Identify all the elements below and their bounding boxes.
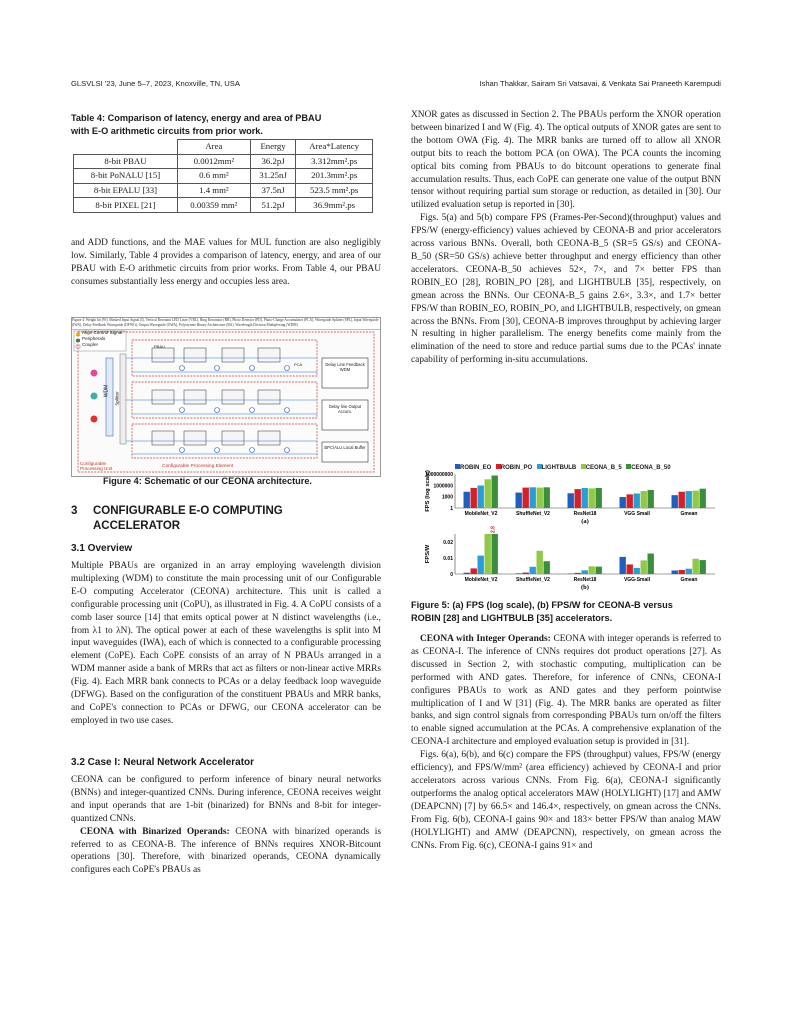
bar-ceona-b-5 — [485, 534, 491, 574]
section3-number: 3 — [71, 505, 78, 517]
bar-robin-po — [523, 488, 529, 508]
legend-label: Coupler — [82, 342, 99, 347]
bar-robin-eo — [568, 493, 574, 508]
y-axis-label: FPS (log scale) — [425, 470, 431, 512]
x-tick-label: ShuffleNet_V2 — [516, 511, 550, 517]
pca-label: PCA — [294, 362, 303, 367]
bar-ceona-b-50 — [648, 490, 654, 508]
output-box-label: Delay line Output Accum. — [328, 404, 362, 414]
paragraph-text: CEONA can be configured to perform inference of binary neural networks (BNNs) and integer-quantized CNNs. During inference, CEONA receives weight and input operands that are 1-bit (binarized) for BNNs and 8-bit for integer-quantized CNNs. — [71, 775, 381, 824]
chart-subtitle: (b) — [581, 584, 589, 591]
wdm-label: WDM — [103, 384, 110, 398]
legend-label: LIGHTBULB — [541, 465, 577, 471]
table4-caption — [71, 112, 381, 137]
y-axis-label: FPS/W — [425, 544, 431, 564]
x-tick-label: MobileNet_V2 — [464, 577, 498, 583]
paragraph-text: XNOR gates as discussed in Section 2. The PBAUs perform the XNOR operation between binarized I and W (Fig. 4). The optical outputs of XNOR gates are sent to the bottom OWA (Fig. 4). The MRR banks are turned off to allow all XNOR output bits to reach the bottom PCA (on OWA). The PCA counts the incoming optical bits coming from PBAUs to do bitcount operations to generate final accumulation results. Thus, each CoPE can generate one value of the output BNN tensor without requiring partial sum storage or reduction, as detailed in [30]. Our utilized evaluation setup is reported in [30]. — [411, 110, 721, 211]
x-tick-label: Gmean — [680, 577, 698, 583]
section3-title-line2: ACCELERATOR — [93, 520, 181, 532]
y-tick-label: 1000000 — [433, 483, 453, 490]
figure4-legend — [82, 330, 122, 348]
section3-title-line1: CONFIGURABLE E-O COMPUTING — [93, 505, 283, 517]
bar-ceona-b-5 — [589, 566, 595, 574]
bar-lightbulb — [582, 488, 588, 508]
paragraph-text: CEONA with integer operands is referred to as CEONA-I. The inference of CNNs requires dot product operations [27]. As discussed in Section 2, with stochastic computing, multiplication can be performed with AND gates. Therefore, for inference of CNNs, CEONA-I configures PBAUs to work as AND gates and they perform pointwise multiplication of I and W [31] (Fig. 4). The MRR banks are operated as filter banks, and sign control signals from corresponding PBAUs turn on/off the filters to enable signed accumulation at the PCAs. A comprehensive explanation of the CEONA-I architecture and employed evaluation setup is provided in [31]. — [411, 634, 722, 748]
table-row — [74, 169, 373, 184]
bar-robin-eo — [620, 497, 626, 508]
pbau-label: PBAU — [154, 344, 165, 349]
bar-ceona-b-5 — [537, 488, 543, 508]
table-cell: 8-bit PIXEL [21] — [74, 198, 178, 213]
table-cell: 36.9mm².ps — [296, 198, 373, 213]
left-paragraph-2 — [71, 560, 381, 728]
x-tick-label: Gmean — [680, 511, 698, 517]
table-row — [74, 154, 373, 169]
bar-robin-po — [627, 494, 633, 508]
figure5-charts — [411, 456, 723, 598]
subsection-3-1: 3.1 Overview — [71, 543, 133, 554]
section3-title — [93, 504, 283, 534]
figure4-caption: Figure 4: Schematic of our CEONA architecture. — [103, 476, 312, 486]
bar-robin-eo — [516, 573, 522, 574]
bar-robin-po — [627, 564, 633, 574]
figure5-caption — [411, 599, 723, 624]
bar-lightbulb — [582, 570, 588, 574]
table-cell: 0.00359 mm² — [177, 198, 250, 213]
bar-robin-eo — [464, 573, 470, 574]
splitter-label: Splitter — [114, 391, 120, 406]
bar-ceona-b-5 — [641, 491, 647, 508]
bar-robin-eo — [620, 557, 626, 574]
paragraph-text: Figs. 5(a) and 5(b) compare FPS (Frames-Per-Second)(throughput) values and FPS/W (energy-efficiency) values achieved by CEONA-B and prior accelerators across various BNNs. Overall, both CEONA-B_5 (SR=5 GS/s) and CEONA-B_50 (SR=50 GS/s) achieve better throughput and energy efficiency than other accelerators. CEONA-B_50 achieves 52×, 7×, and 7× better FPS than ROBIN_EO [28], ROBIN_PO [28], and LIGHTBULB [35], respectively, on gmean across the BNNs. Our CEONA-B_5 gains 2.6×, 3.3×, and 1.7× better FPS/W than ROBIN_EO, ROBIN_PO, and LIGHTBULB, respectively, on gmean across the BNNs. From [30], CEONA-B improves throughput by achieving larger N resulting in higher parallelism. The energy benefits come mainly from the elimination of the need to store and reduce partial sums due to the PCAs' innate capability of performing in-situ accumulations. — [411, 213, 721, 366]
x-tick-label: ResNet18 — [573, 511, 597, 517]
running-header-right: Ishan Thakkar, Sairam Sri Vatsavai, & Venkata Sai Praneeth Karempudi — [479, 79, 721, 88]
legend-label: Peripherals — [82, 336, 106, 341]
table4-caption-line1: Table 4: Comparison of latency, energy and area of PBAU — [71, 113, 322, 123]
legend-label: ROBIN_PO — [500, 465, 533, 471]
bar-lightbulb — [478, 556, 484, 574]
table-header-row — [74, 140, 373, 155]
table-cell: 1.4 mm² — [177, 183, 250, 198]
bar-lightbulb — [634, 568, 640, 574]
table-row — [74, 183, 373, 198]
y-tick-label: 1000 — [441, 494, 453, 501]
table4-caption-line2: with E-O arithmetic circuits from prior work. — [71, 125, 263, 136]
bar-lightbulb — [686, 569, 692, 574]
figure5-caption-line1: Figure 5: (a) FPS (log scale), (b) FPS/W for CEONA-B versus — [411, 600, 673, 610]
legend-label: Align Control Signal — [82, 330, 123, 335]
bar-lightbulb — [634, 493, 640, 508]
paragraph-text: Multiple PBAUs are organized in an array employing wavelength division multiplexing (WDM) to constitute the main processing unit of our Configurable E-O computing Accelerator (CEONA) architecture. This unit is called a configurable processing unit (CoPU), as illustrated in Fig. 4. A CoPU consists of a comb laser source [14] that emits optical power at N distinct wavelengths (i.e., from λ1 to λN). The optical power at each of these wavelengths is split into M input waveguides (IWA), each of which is connected to a configurable processing element (CoPE). Each CoPE consists of an array of N PBAUs arranged in a WDM manner aside a bank of MRRs that act as filters or non-linear active MRRs (Fig. 4). Each MRR bank connects to PCAs or a delay feedback loop waveguide (DFWG). Based on the configuration of the constituent PBAUs and MRR banks, and CoPE's connection to PCAs or DFWG, our CEONA accelerator can be employed in two use cases. — [71, 561, 381, 726]
table-cell: 3.312mm².ps — [296, 154, 373, 169]
legend-label: ROBIN_EO — [460, 465, 492, 471]
bar-robin-eo — [464, 492, 470, 508]
x-tick-label: MobileNet_V2 — [464, 511, 498, 517]
table-cell: 8-bit PBAU — [74, 154, 178, 169]
bar-robin-po — [523, 573, 529, 574]
bar-lightbulb — [686, 491, 692, 508]
table-cell: 8-bit PoNALU [15] — [74, 169, 178, 184]
table-header-cell: Area*Latency — [296, 140, 373, 155]
bar-robin-po — [575, 489, 581, 508]
right-paragraph-2 — [411, 633, 721, 852]
table-cell: 31.25nJ — [250, 169, 296, 184]
bar-robin-po — [679, 570, 685, 574]
figure4-legend-strip: Figure 4: Weight bit (W), Masked Input Signal (I), Vertical Resonant LED Laser (VRL), Ring Resonator (RR), Photo Detector (PD), Photo-Charge Accumulator (PCA), Waveguide Splitter (SPL), Input Waveguide (IWA), Delay Feedback Waveguide (DFWG), Output Waveguide (OWA), Polystyrene Binary Architecture (BA), Wavelength Division Multiplexing (WDM) — [72, 318, 380, 330]
delay-box-label: Delay Line Feedback WDM — [325, 362, 365, 372]
table-cell: 201.3mm².ps — [296, 169, 373, 184]
left-paragraph-3 — [71, 774, 381, 877]
bar-ceona-b-5 — [693, 559, 699, 574]
table-cell: 51.2pJ — [250, 198, 296, 213]
bar-ceona-b-50 — [492, 534, 498, 574]
y-tick-label: 0 — [450, 572, 453, 578]
table-cell: 8-bit EPALU [33] — [74, 183, 178, 198]
x-tick-label: ResNet18 — [573, 577, 597, 583]
table-header-cell — [74, 140, 178, 155]
table-cell: 523.5 mm².ps — [296, 183, 373, 198]
bar-ceona-b-5 — [537, 551, 543, 574]
bar-ceona-b-5 — [641, 560, 647, 574]
bar-robin-po — [575, 573, 581, 574]
bar-annotation: 2.8 — [490, 526, 497, 533]
bar-ceona-b-50 — [596, 488, 602, 508]
x-tick-label: VGG Small — [624, 511, 650, 517]
table-header-cell: Area — [177, 140, 250, 155]
table-cell: 36.2pJ — [250, 154, 296, 169]
bar-ceona-b-50 — [492, 476, 498, 508]
y-tick-label: 0.01 — [443, 556, 453, 562]
left-paragraph-1 — [71, 237, 381, 289]
bold-run-in: CEONA with Binarized Operands: — [80, 826, 230, 837]
paragraph-text: and ADD functions, and the MAE values for MUL function are also negligibly low. Similarly, Table 4 provides a comparison of latency, energy, and area of our PBAU with E-O arithmetic circuits from prior works. From Table 4, our PBAU consumes substantially less energy and occupies less area. — [71, 238, 381, 287]
figure5-svg — [411, 456, 723, 598]
bar-ceona-b-5 — [693, 491, 699, 508]
bar-ceona-b-5 — [485, 479, 491, 508]
bar-ceona-b-50 — [596, 567, 602, 574]
bar-ceona-b-50 — [648, 554, 654, 574]
bar-ceona-b-50 — [700, 560, 706, 574]
paragraph-text: Figs. 6(a), 6(b), and 6(c) compare the FPS (throughput) values, FPS/W (energy efficiency), and FPS/W/mm² (area efficiency) achieved by CEONA-I and prior accelerators across various CNNs. From Fig. 6(a), CEONA-I significantly outperforms the analog optical accelerators MAW (HOLYLIGHT) [17] and AMW (DEAPCNN) [7] by 66.5× and 146.4×, respectively, on gmean across the CNNs. From Fig. 6(b), CEONA-I gains 90× and 183× better FPS/W than analog MAW (HOLYLIGHT) and AMW (DEAPCNN), respectively, on gmean across the CNNs. From Fig. 6(c), CEONA-I gains 91× and — [411, 750, 721, 851]
table-cell: 0.0012mm² — [177, 154, 250, 169]
y-tick-label: 1000000000 — [425, 472, 453, 478]
x-tick-label: ShuffleNet_V2 — [516, 577, 550, 583]
chart-subtitle: (a) — [581, 518, 589, 525]
table-cell: 37.5nJ — [250, 183, 296, 198]
x-tick-label: VGG-Small — [623, 577, 651, 583]
bar-robin-po — [471, 568, 477, 574]
cope-label: Configurable Processing Element — [162, 464, 234, 469]
bar-robin-eo — [672, 570, 678, 574]
bar-ceona-b-5 — [589, 488, 595, 508]
bar-ceona-b-50 — [544, 487, 550, 508]
table-row — [74, 198, 373, 213]
paragraph-text: CEONA with binarized operands is referred to as CEONA-B. The inference of BNNs requires XNOR-Bitcount operations [30]. Therefore, with binarized operands, CEONA dynamically configures each CoPE's PBAUs as — [71, 826, 381, 876]
buffer-box-label: BPC/ALU Local Buffer — [324, 445, 366, 450]
table-header-cell: Energy — [250, 140, 296, 155]
bar-robin-po — [471, 488, 477, 508]
table4 — [73, 139, 373, 213]
bar-ceona-b-50 — [544, 561, 550, 574]
bar-lightbulb — [530, 567, 536, 574]
legend-label: CEONA_B_5 — [585, 465, 622, 471]
bar-robin-eo — [672, 495, 678, 508]
table-cell: 0.6 mm² — [177, 169, 250, 184]
subsection-3-2: 3.2 Case I: Neural Network Accelerator — [71, 757, 255, 768]
bar-robin-po — [679, 492, 685, 508]
bar-robin-eo — [516, 493, 522, 508]
running-header-left: GLSVLSI '23, June 5–7, 2023, Knoxville, TN, USA — [71, 79, 240, 88]
bar-lightbulb — [478, 486, 484, 508]
figure5-caption-line2: ROBIN [28] and LIGHTBULB [35] accelerators. — [411, 612, 613, 623]
figure4-schematic — [71, 317, 381, 477]
bar-ceona-b-50 — [700, 489, 706, 508]
copu-label: Configurable Processing Unit — [80, 461, 113, 472]
legend-label: CEONA_B_50 — [631, 465, 671, 471]
bar-lightbulb — [530, 487, 536, 508]
bold-run-in: CEONA with Integer Operands: — [420, 634, 551, 644]
y-tick-label: 0.02 — [443, 540, 453, 546]
y-tick-label: 1 — [450, 506, 453, 512]
right-paragraph-1 — [411, 109, 721, 367]
